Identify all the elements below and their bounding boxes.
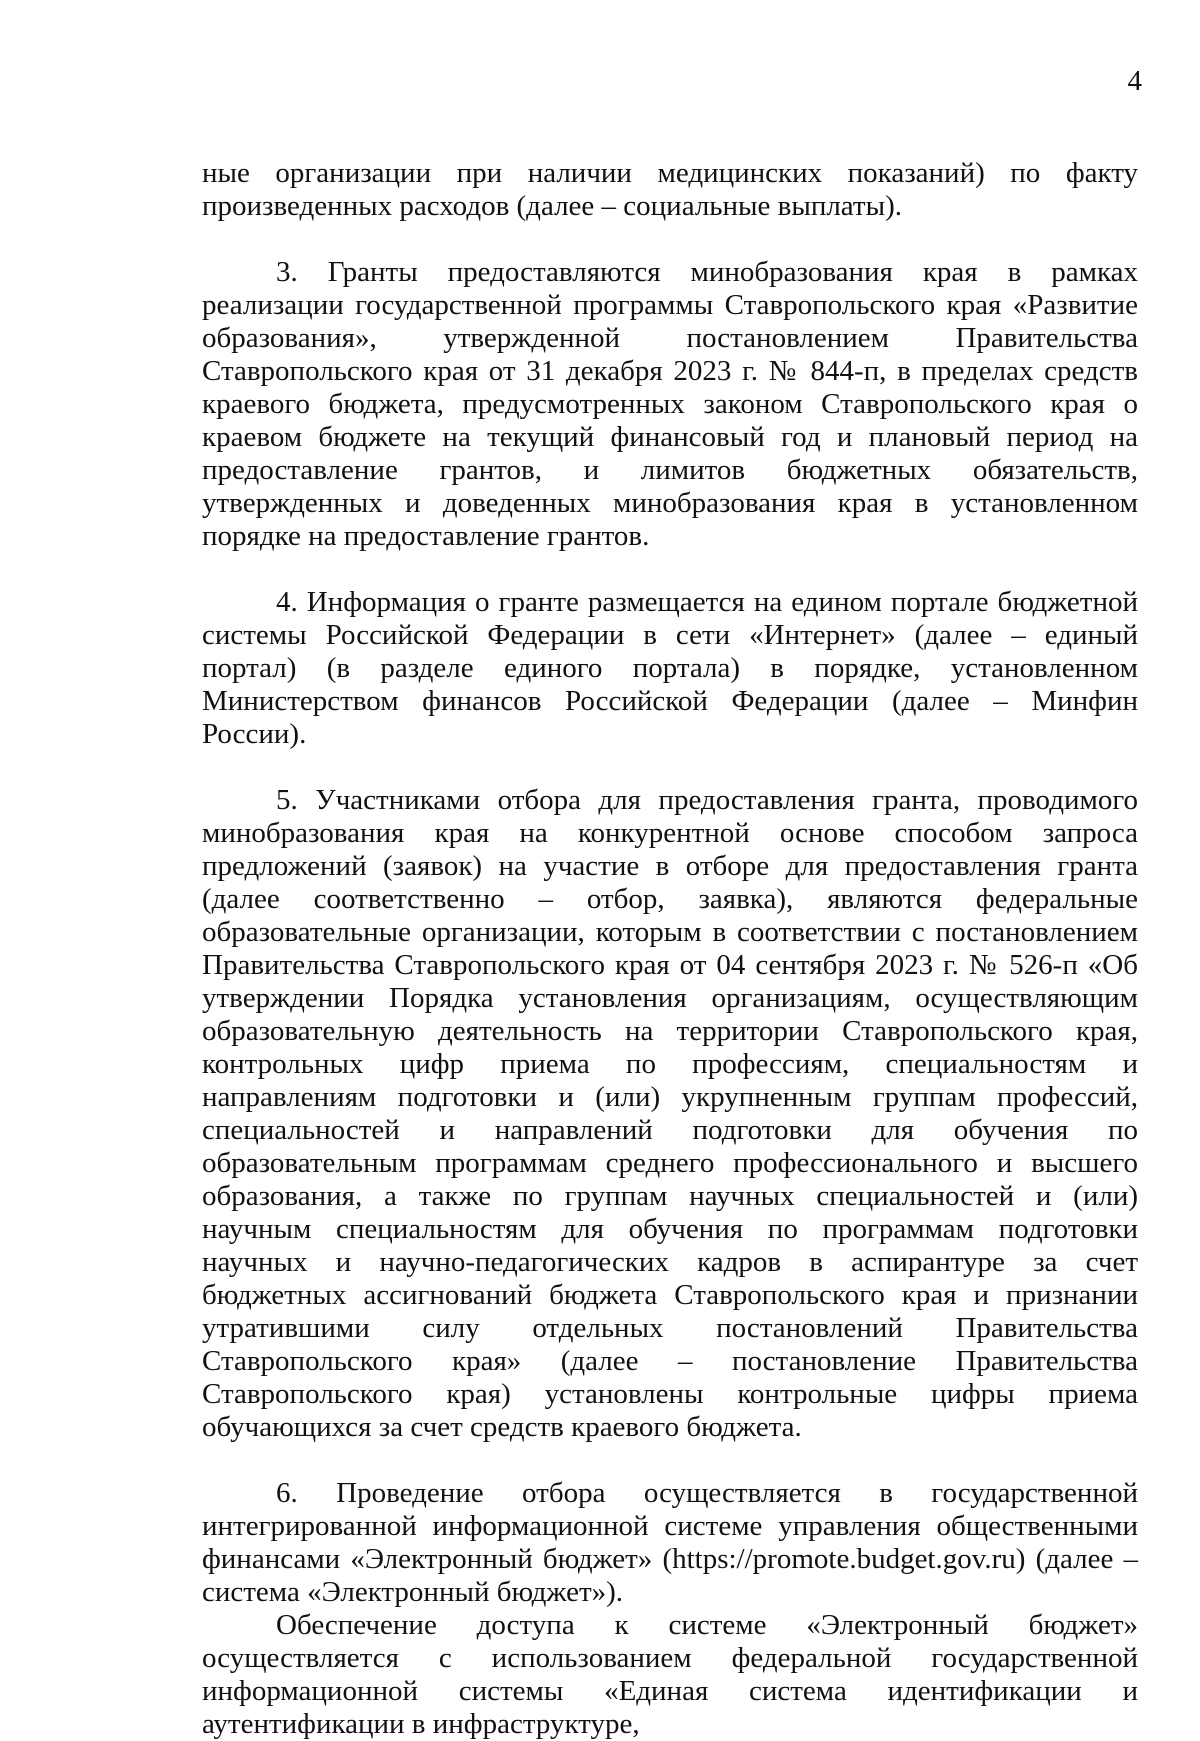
paragraph-item-4: 4. Информация о гранте размещается на едином портале бюджетной системы Российской Федерации в сети «Интернет» (далее – единый портал) (в разделе единого портала) в порядке, установленном Министерством финансов Российской Федерации (далее – Минфин России). bbox=[202, 586, 1138, 750]
document-body bbox=[202, 157, 1138, 1741]
paragraph-continuation: ные организации при наличии медицинских показаний) по факту произведенных расходов (далее – социальные выплаты). bbox=[202, 157, 1138, 222]
paragraph-access: Обеспечение доступа к системе «Электронный бюджет» осуществляется с использованием федеральной государственной информационной системы «Единая система идентификации и аутентификации в инфраструктуре, bbox=[202, 1609, 1138, 1740]
paragraph-item-6: 6. Проведение отбора осуществляется в государственной интегрированной информационной системе управления общественными финансами «Электронный бюджет» (https://promote.budget.gov.ru) (далее – система «Электронный бюджет»). bbox=[202, 1477, 1138, 1608]
paragraph-item-3: 3. Гранты предоставляются минобразования края в рамках реализации государственной программы Ставропольского края «Развитие образования», утвержденной постановлением Правительства Ставропольского края от 31 декабря 2023 г. № 844-п, в пределах средств краевого бюджета, предусмотренных законом Ставропольского края о краевом бюджете на текущий финансовый год и плановый период на предоставление грантов, и лимитов бюджетных обязательств, утвержденных и доведенных минобразования края в установленном порядке на предоставление грантов. bbox=[202, 256, 1138, 552]
paragraph-item-5: 5. Участниками отбора для предоставления гранта, проводимого минобразования края на конкурентной основе способом запроса предложений (заявок) на участие в отборе для предоставления гранта (далее соответственно – отбор, заявка), являются федеральные образовательные организации, которым в соответствии с постановлением Правительства Ставропольского края от 04 сентября 2023 г. № 526-п «Об утверждении Порядка установления организациям, осуществляющим образовательную деятельность на территории Ставропольского края, контрольных цифр приема по профессиям, специальностям и направлениям подготовки и (или) укрупненным группам профессий, специальностей и направлений подготовки для обучения по образовательным программам среднего профессионального и высшего образования, а также по группам научных специальностей и (или) научным специальностям для обучения по программам подготовки научных и научно-педагогических кадров в аспирантуре за счет бюджетных ассигнований бюджета Ставропольского края и признании утратившими силу отдельных постановлений Правительства Ставропольского края» (далее – постановление Правительства Ставропольского края) установлены контрольные цифры приема обучающихся за счет средств краевого бюджета. bbox=[202, 784, 1138, 1443]
page-number: 4 bbox=[1127, 65, 1142, 97]
